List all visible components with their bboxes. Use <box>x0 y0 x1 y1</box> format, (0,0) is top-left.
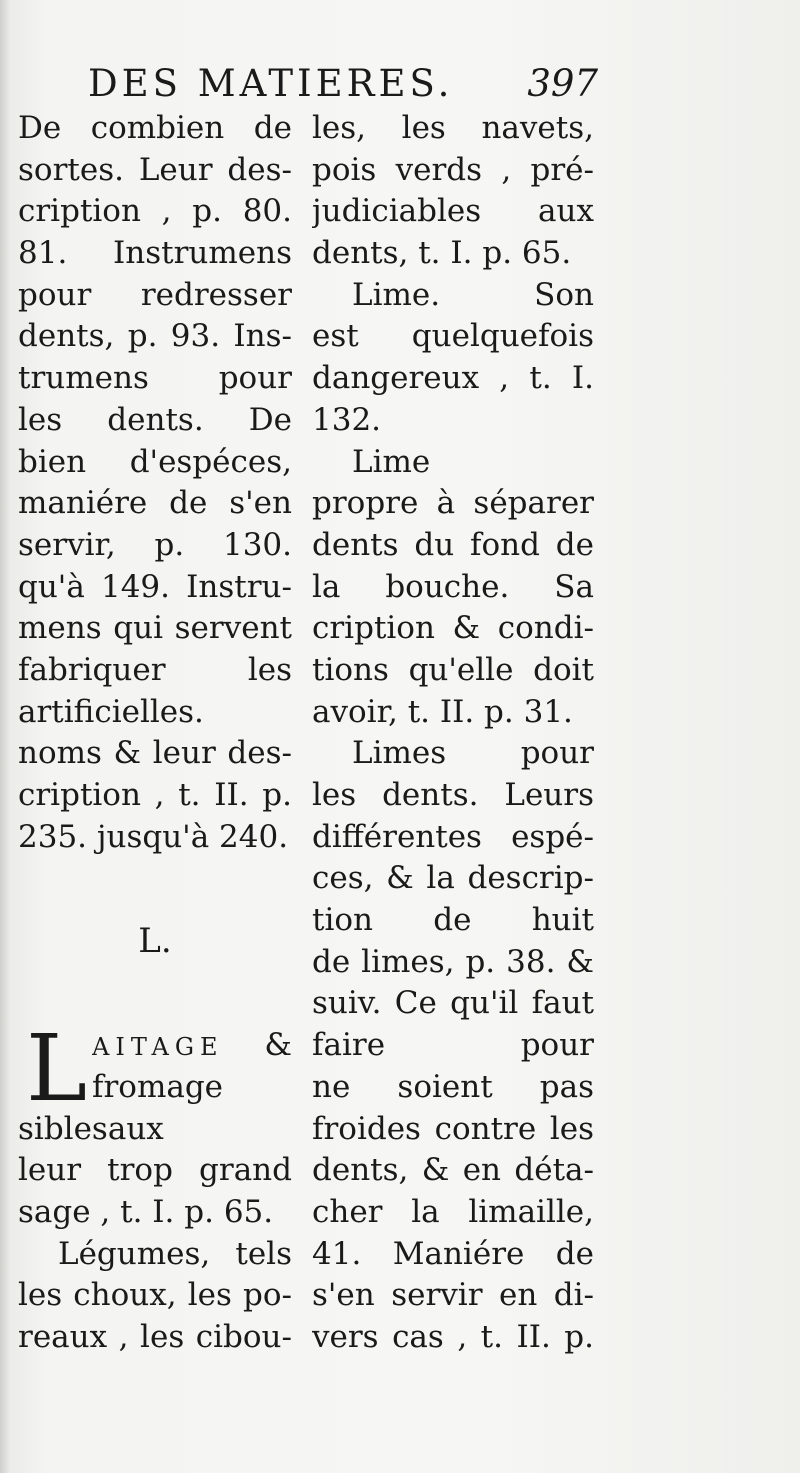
index-line: dents, & en déta- <box>312 1152 594 1189</box>
index-line: Lime. Son <box>352 276 594 313</box>
index-line: trumens pour <box>18 360 292 397</box>
index-line: les dents. Leurs <box>312 777 594 813</box>
index-line: Limes pour <box>352 735 594 772</box>
smallcaps-word: AITAGE <box>92 1033 224 1062</box>
index-line: fabriquer les <box>18 651 292 688</box>
index-line: reaux , les cibou- <box>18 1318 292 1355</box>
index-line: noms & leur des- <box>18 735 292 772</box>
running-header <box>88 60 598 108</box>
index-line: mens qui servent <box>18 610 292 647</box>
index-line: 41. Maniére de <box>312 1235 594 1272</box>
index-line: servir, p. 130. <box>18 526 292 563</box>
index-line: 235. jusqu'à 240. <box>18 818 289 855</box>
index-line: Légumes, tels <box>58 1235 292 1272</box>
section-letter: L. <box>138 921 172 962</box>
right-column <box>312 108 594 1359</box>
index-line: Lime <box>352 443 431 480</box>
index-line: cription , t. II. p. <box>18 777 292 813</box>
index-line: différentes espé- <box>312 818 594 855</box>
index-line: ne soient pas <box>312 1068 594 1105</box>
index-line: est quelquefois <box>312 318 594 355</box>
header-title: DES MATIERES. <box>88 62 454 105</box>
index-line: pois verds , pré- <box>312 151 594 188</box>
index-line: judiciables aux <box>312 193 594 230</box>
index-line: les dents. De <box>18 401 292 438</box>
dropcap-line-1 <box>92 1025 292 1067</box>
index-line: cription , p. 80. <box>18 193 292 230</box>
index-line: cher la limaille, <box>312 1193 594 1230</box>
index-line: ces, & la descrip- <box>312 860 594 897</box>
index-line: dents, t. I. p. 65. <box>312 235 572 272</box>
dropcap-line-1-rest: & <box>223 1027 292 1064</box>
dropcap-entry <box>18 1015 292 1123</box>
index-line: maniére de s'en <box>18 485 292 522</box>
index-line: sortes. Leur des- <box>18 151 292 188</box>
page-number: 397 <box>527 62 598 105</box>
index-line: vers cas , t. II. p. <box>312 1318 594 1355</box>
left-column <box>18 108 292 1359</box>
index-line: pour redresser <box>18 276 292 313</box>
index-line: tions qu'elle doit <box>312 651 594 688</box>
index-line: 132. <box>312 401 382 438</box>
index-line: leur trop grand <box>18 1152 292 1189</box>
index-line: de limes, p. 38. & <box>312 943 594 980</box>
index-line: dents du fond de <box>312 526 594 563</box>
index-line: siblesaux <box>18 1110 164 1147</box>
index-line: froides contre les <box>312 1110 594 1147</box>
index-line: les, les navets, <box>312 110 594 146</box>
index-line: les choux, les po- <box>18 1277 292 1314</box>
spacer <box>18 858 292 900</box>
index-line: s'en servir en di- <box>312 1277 594 1314</box>
dropcap-letter: L <box>26 1015 88 1123</box>
index-line: la bouche. Sa <box>312 568 594 605</box>
index-line: dents, p. 93. Ins- <box>18 318 292 355</box>
index-line: faire pour <box>312 1027 594 1064</box>
index-line: dangereux , t. I. <box>312 360 594 397</box>
index-line: bien d'espéces, <box>18 443 292 480</box>
index-line: cription & condi- <box>312 610 594 647</box>
dropcap-line-2: fromage <box>92 1068 224 1105</box>
page-gutter-shadow <box>0 0 10 1473</box>
dropcap-lines <box>92 1025 292 1108</box>
index-line: suiv. Ce qu'il faut <box>312 985 594 1022</box>
index-line: propre à séparer <box>312 485 594 522</box>
index-line: artificielles. <box>18 693 204 730</box>
index-line: 81. Instrumens <box>18 235 292 272</box>
index-line: De combien de <box>18 110 292 146</box>
index-line: qu'à 149. Instru- <box>18 568 292 605</box>
index-line: sage , t. I. p. 65. <box>18 1193 274 1230</box>
index-line: avoir, t. II. p. 31. <box>312 693 573 730</box>
index-line: tion de huit <box>312 902 594 939</box>
